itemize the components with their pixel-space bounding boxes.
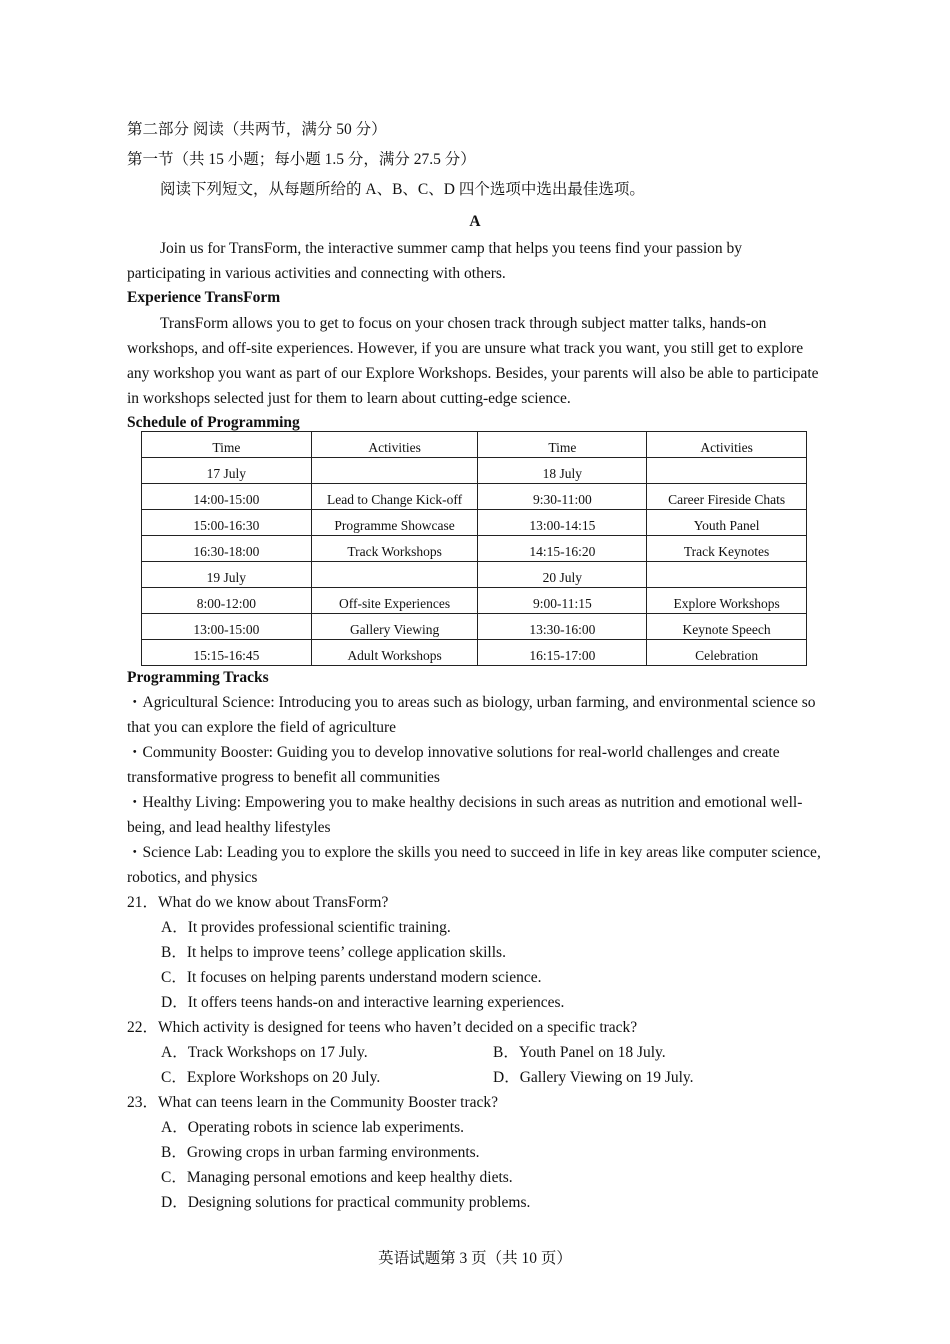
table-cell: Keynote Speech <box>647 614 807 640</box>
table-cell: 17 July <box>142 458 312 484</box>
track-item: ・Community Booster: Guiding you to develop innovative solutions for real-world challenges and create transformative progress to benefit all communities <box>127 744 780 786</box>
table-row <box>142 562 807 588</box>
table-cell: Gallery Viewing <box>311 614 478 640</box>
table-row <box>142 484 807 510</box>
table-cell: 13:30-16:00 <box>478 614 647 640</box>
question-option: B．It helps to improve teens’ college application skills. <box>161 944 506 961</box>
part-heading: 第二部分 阅读（共两节，满分 50 分） <box>127 121 387 138</box>
experience-text: TransForm allows you to get to focus on your chosen track through subject matter talks, hands-on workshops, and off-site experiences. However, if you are unsure what track you want, you still get to explore any workshop you want as part of our Explore Workshops. Besides, your parents will also be able to participate in workshops selected just for them to learn about cutting-edge science. <box>127 315 819 407</box>
question-option: D．It offers teens hands-on and interactive learning experiences. <box>161 994 565 1011</box>
table-cell: 9:00-11:15 <box>478 588 647 614</box>
question-option: C．It focuses on helping parents understand modern science. <box>161 969 542 986</box>
table-cell: 19 July <box>142 562 312 588</box>
experience-heading: Experience TransForm <box>127 289 281 306</box>
table-cell: Explore Workshops <box>647 588 807 614</box>
question-stem: 22．Which activity is designed for teens who haven’t decided on a specific track? <box>127 1019 638 1036</box>
instruction: 阅读下列短文，从每题所给的 A、B、C、D 四个选项中选出最佳选项。 <box>160 181 645 198</box>
question-option: D．Gallery Viewing on 19 July. <box>493 1069 694 1086</box>
schedule-table <box>141 431 807 666</box>
table-row <box>142 458 807 484</box>
table-cell: 15:15-16:45 <box>142 640 312 666</box>
header-cell: Activities <box>647 432 807 458</box>
question-option: C．Explore Workshops on 20 July. <box>161 1069 381 1086</box>
table-cell: Lead to Change Kick-off <box>311 484 478 510</box>
passage-intro: Join us for TransForm, the interactive summer camp that helps you teens find your passion by participating in various activities and connecting with others. <box>127 240 743 282</box>
section-heading: 第一节（共 15 小题；每小题 1.5 分，满分 27.5 分） <box>127 151 476 168</box>
table-cell: Adult Workshops <box>311 640 478 666</box>
table-cell: 13:00-14:15 <box>478 510 647 536</box>
table-cell: 18 July <box>478 458 647 484</box>
table-cell: 8:00-12:00 <box>142 588 312 614</box>
table-cell: 15:00-16:30 <box>142 510 312 536</box>
table-cell: 13:00-15:00 <box>142 614 312 640</box>
header-cell: Time <box>142 432 312 458</box>
table-cell <box>647 458 807 484</box>
question-option: A．It provides professional scientific training. <box>161 919 451 936</box>
header-cell: Time <box>478 432 647 458</box>
table-cell: 14:00-15:00 <box>142 484 312 510</box>
table-cell: 16:15-17:00 <box>478 640 647 666</box>
table-row <box>142 510 807 536</box>
table-row <box>142 640 807 666</box>
table-cell: Off-site Experiences <box>311 588 478 614</box>
table-row <box>142 536 807 562</box>
question-option: C．Managing personal emotions and keep healthy diets. <box>161 1169 513 1186</box>
table-cell <box>311 458 478 484</box>
table-cell: Track Workshops <box>311 536 478 562</box>
table-cell: Career Fireside Chats <box>647 484 807 510</box>
question-stem: 21．What do we know about TransForm? <box>127 894 389 911</box>
schedule-header-row <box>142 432 807 458</box>
table-cell: 20 July <box>478 562 647 588</box>
schedule-heading: Schedule of Programming <box>127 414 300 431</box>
table-cell: Programme Showcase <box>311 510 478 536</box>
track-item: ・Healthy Living: Empowering you to make healthy decisions in such areas as nutrition and emotional well-being, and lead healthy lifestyles <box>127 794 803 836</box>
passage-label: A <box>469 213 481 230</box>
table-cell: Youth Panel <box>647 510 807 536</box>
table-cell <box>647 562 807 588</box>
question-option: B．Youth Panel on 18 July. <box>493 1044 666 1061</box>
table-cell: Track Keynotes <box>647 536 807 562</box>
question-option: A．Operating robots in science lab experiments. <box>161 1119 465 1136</box>
track-item: ・Science Lab: Leading you to explore the skills you need to succeed in life in key areas like computer science, robotics, and physics <box>127 844 821 886</box>
table-cell: 16:30-18:00 <box>142 536 312 562</box>
table-cell <box>311 562 478 588</box>
table-row <box>142 588 807 614</box>
table-cell: 14:15-16:20 <box>478 536 647 562</box>
question-option: B．Growing crops in urban farming environments. <box>161 1144 480 1161</box>
question-option: A．Track Workshops on 17 July. <box>161 1044 368 1061</box>
page-footer: 英语试题第 3 页（共 10 页） <box>378 1250 572 1267</box>
header-cell: Activities <box>311 432 478 458</box>
question-option: D．Designing solutions for practical community problems. <box>161 1194 531 1211</box>
track-item: ・Agricultural Science: Introducing you to areas such as biology, urban farming, and environmental science so that you can explore the field of agriculture <box>127 694 816 736</box>
table-cell: 9:30-11:00 <box>478 484 647 510</box>
question-stem: 23．What can teens learn in the Community Booster track? <box>127 1094 499 1111</box>
tracks-heading: Programming Tracks <box>127 669 269 686</box>
table-row <box>142 614 807 640</box>
table-cell: Celebration <box>647 640 807 666</box>
